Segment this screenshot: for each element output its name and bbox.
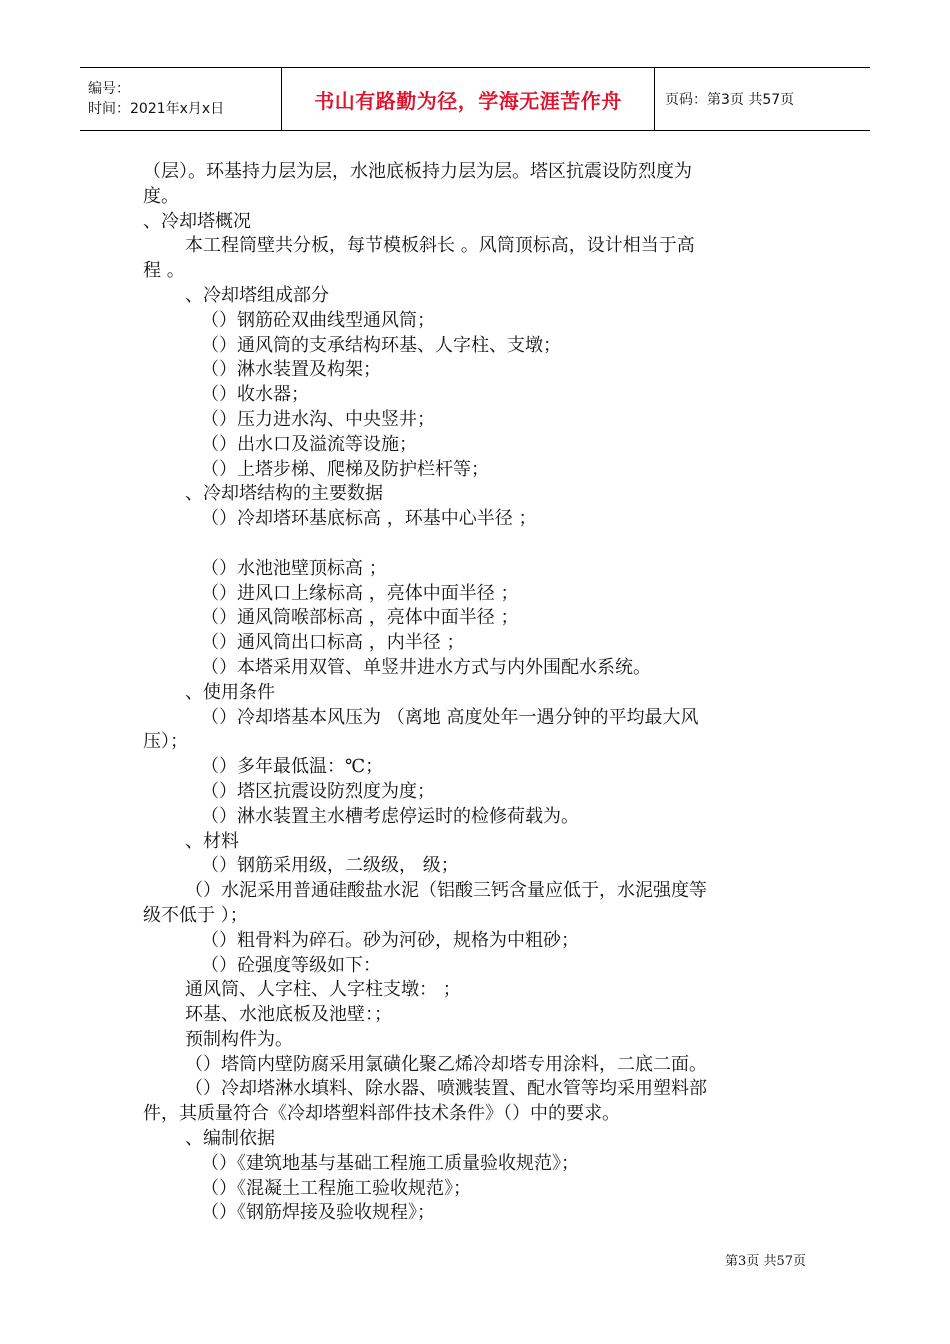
body-line: 压）； [143, 731, 188, 753]
list-item: （）收水器； [201, 384, 309, 406]
body-line: 级不低于 ）； [143, 904, 248, 926]
list-item: （）淋水装置主水槽考虑停运时的检修荷载为。 [201, 805, 579, 827]
list-item: （）进风口上缘标高 ，亮体中面半径 ； [201, 582, 519, 604]
document-body [143, 160, 808, 1226]
section-heading: 、编制依据 [185, 1128, 275, 1150]
body-line: 程 。 [143, 260, 185, 282]
body-line: 预制构件为。 [185, 1028, 293, 1050]
list-item: （）通风筒的支承结构环基、人字柱、支墩； [201, 334, 561, 356]
list-item: （）塔区抗震设防烈度为度； [201, 780, 435, 802]
list-item: （）粗骨料为碎石。砂为河砂，规格为中粗砂； [201, 929, 579, 951]
list-item: （）《混凝土工程施工验收规范》； [201, 1177, 471, 1199]
footer-page-number: 第3页 共57页 [725, 1254, 806, 1269]
section-heading: 、冷却塔组成部分 [185, 284, 329, 306]
list-item: （）冷却塔基本风压为 （离地 高度处年一遇分钟的平均最大风 [201, 706, 699, 728]
list-item: （）塔筒内壁防腐采用氯磺化聚乙烯冷却塔专用涂料，二底二面。 [185, 1053, 707, 1075]
motto-text: 书山有路勤为径，学海无涯苦作舟 [314, 88, 622, 113]
list-item: （）冷却塔淋水填料、除水器、喷溅装置、配水管等均采用塑料部 [185, 1078, 707, 1100]
blank-line [143, 532, 808, 557]
body-line: （层）。环基持力层为层，水池底板持力层为层。塔区抗震设防烈度为 [143, 161, 692, 182]
list-item: （）《钢筋焊接及验收规程》； [201, 1202, 435, 1224]
header-page-info [655, 68, 870, 130]
body-line: 本工程筒壁共分板，每节模板斜长 。风筒顶标高，设计相当于高 [185, 235, 695, 257]
list-item: （）水池池壁顶标高 ； [201, 557, 387, 579]
list-item: （）本塔采用双管、单竖井进水方式与内外围配水系统。 [201, 656, 651, 678]
list-item: （）冷却塔环基底标高 ，环基中心半径 ； [201, 508, 537, 530]
section-heading: 、冷却塔概况 [143, 210, 251, 232]
section-heading: 、冷却塔结构的主要数据 [185, 483, 383, 505]
section-heading: 、使用条件 [185, 681, 275, 703]
list-item: （）《建筑地基与基础工程施工质量验收规范》； [201, 1152, 579, 1174]
list-item: （）压力进水沟、中央竖井； [201, 408, 435, 430]
list-item: （）砼强度等级如下： [201, 954, 381, 976]
header-motto [282, 68, 655, 130]
body-line: 环基、水池底板及池壁：； [185, 1004, 392, 1026]
list-item: （）多年最低温：℃； [201, 756, 384, 778]
list-item: （）通风筒喉部标高 ，亮体中面半径 ； [201, 607, 519, 629]
list-item: （）出水口及溢流等设施； [201, 433, 417, 455]
header-meta [80, 68, 282, 130]
list-item: （）淋水装置及构架； [201, 359, 381, 381]
doc-number-label: 编号： [88, 81, 130, 97]
list-item: （）上塔步梯、爬梯及防护栏杆等； [201, 458, 489, 480]
body-line: 度。 [143, 185, 179, 207]
page-footer [725, 1250, 806, 1269]
section-heading: 、材料 [185, 830, 239, 852]
page-header [80, 67, 870, 131]
list-item: （）水泥采用普通硅酸盐水泥（铝酸三钙含量应低于，水泥强度等 [185, 880, 707, 902]
body-line: 件，其质量符合《冷却塔塑料部件技术条件》（）中的要求。 [143, 1103, 620, 1125]
list-item: （）钢筋砼双曲线型通风筒； [201, 309, 435, 331]
body-line: 通风筒、人字柱、人字柱支墩： ； [185, 979, 461, 1001]
list-item: （）通风筒出口标高 ，内半径 ； [201, 632, 465, 654]
list-item: （）钢筋采用级，二级级， 级； [201, 855, 459, 877]
doc-date-label: 时间：2021年x月x日 [88, 101, 225, 117]
page-number-label: 页码：第3页 共57页 [665, 92, 795, 108]
